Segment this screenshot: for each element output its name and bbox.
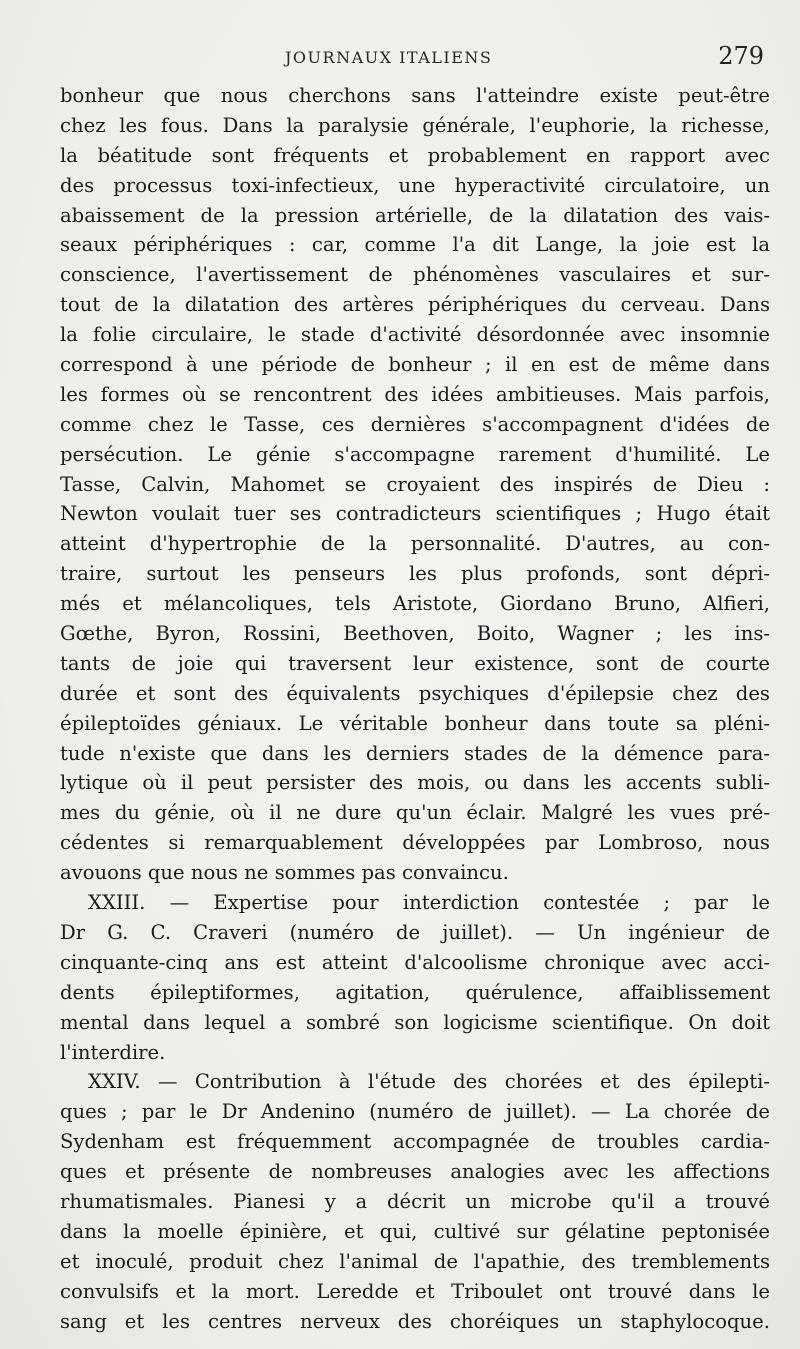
text-line: dans la moelle épinière, et qui, cultivé sur gélatine peptonisée <box>60 1219 770 1243</box>
text-line: tude n'existe que dans les derniers stades de la démence para- <box>60 741 770 765</box>
running-title: JOURNAUX ITALIENS <box>285 48 493 67</box>
text-line: tants de joie qui traversent leur existence, sont de courte <box>60 651 770 675</box>
text-line: ques ; par le Dr Andenino (numéro de juillet). — La chorée de <box>60 1100 770 1124</box>
text-line: Gœthe, Byron, Rossini, Beethoven, Boito, Wagner ; les ins- <box>60 622 770 646</box>
text-line: més et mélancoliques, tels Aristote, Giordano Bruno, Alfieri, <box>60 592 770 616</box>
text-line: chez les fous. Dans la paralysie générale, l'euphorie, la richesse, <box>60 113 770 137</box>
text-line: bonheur que nous cherchons sans l'atteindre existe peut-être <box>60 84 770 107</box>
text-line: seaux périphériques : car, comme l'a dit Lange, la joie est la <box>60 233 770 257</box>
text-line: conscience, l'avertissement de phénomènes vasculaires et sur- <box>60 263 770 287</box>
text-line: épileptoïdes géniaux. Le véritable bonheur dans toute sa pléni- <box>60 711 770 735</box>
text-line: durée et sont des équivalents psychiques d'épilepsie chez des <box>60 681 770 705</box>
running-head <box>0 40 800 76</box>
text-line: comme chez le Tasse, ces dernières s'accompagnent d'idées de <box>60 412 770 436</box>
text-line: mes du génie, où il ne dure qu'un éclair. Malgré les vues pré- <box>60 801 770 825</box>
text-line: atteint d'hypertrophie de la personnalité. D'autres, au con- <box>60 532 770 556</box>
text-line: la folie circulaire, le stade d'activité désordonnée avec insomnie <box>60 323 770 347</box>
text-line: correspond à une période de bonheur ; il en est de même dans <box>60 353 770 377</box>
text-line: cédentes si remarquablement développées par Lombroso, nous <box>60 831 770 855</box>
text-line: sang et les centres nerveux des choréiques un staphylocoque. <box>60 1309 770 1333</box>
text-line: avouons que nous ne sommes pas convaincu. <box>60 861 509 885</box>
text-line: tout de la dilatation des artères périphériques du cerveau. Dans <box>60 293 770 317</box>
text-line: Sydenham est fréquemment accompagnée de troubles cardia- <box>60 1130 770 1154</box>
text-line: Dr G. C. Craveri (numéro de juillet). — Un ingénieur de <box>60 920 770 944</box>
text-line: dents épileptiformes, agitation, quérulence, affaiblissement <box>60 980 770 1004</box>
text-line: ques et présente de nombreuses analogies avec les affections <box>60 1160 770 1184</box>
text-line: des processus toxi-infectieux, une hyperactivité circulatoire, un <box>60 173 770 197</box>
text-line: Newton voulait tuer ses contradicteurs scientifiques ; Hugo était <box>60 502 770 526</box>
text-line: lytique où il peut persister des mois, ou dans les accents subli- <box>60 771 770 795</box>
text-line: et inoculé, produit chez l'animal de l'apathie, des tremblements <box>60 1249 770 1273</box>
text-line: persécution. Le génie s'accompagne rarement d'humilité. Le <box>60 442 770 466</box>
text-line: les formes où se rencontrent des idées ambitieuses. Mais parfois, <box>60 382 770 406</box>
section-heading-xxiv: XXIV. — Contribution à l'étude des chorées et des épilepti- <box>88 1070 770 1094</box>
section-heading-xxiii: XXIII. — Expertise pour interdiction contestée ; par le <box>88 891 770 915</box>
text-line: Tasse, Calvin, Mahomet se croyaient des inspirés de Dieu : <box>60 472 770 496</box>
text-line: l'interdire. <box>60 1040 166 1064</box>
text-line: rhumatismales. Pianesi y a décrit un microbe qu'il a trouvé <box>60 1189 770 1213</box>
text-line: cinquante-cinq ans est atteint d'alcoolisme chronique avec acci- <box>60 950 770 974</box>
text-line: traire, surtout les penseurs les plus profonds, sont dépri- <box>60 562 770 586</box>
body-text <box>60 81 770 1336</box>
text-line: abaissement de la pression artérielle, de la dilatation des vais- <box>60 203 770 227</box>
text-line: la béatitude sont fréquents et probablement en rapport avec <box>60 143 770 167</box>
text-line: convulsifs et la mort. Leredde et Triboulet ont trouvé dans le <box>60 1279 770 1303</box>
text-line: mental dans lequel a sombré son logicisme scientifique. On doit <box>60 1010 770 1034</box>
page-number: 279 <box>718 42 764 70</box>
